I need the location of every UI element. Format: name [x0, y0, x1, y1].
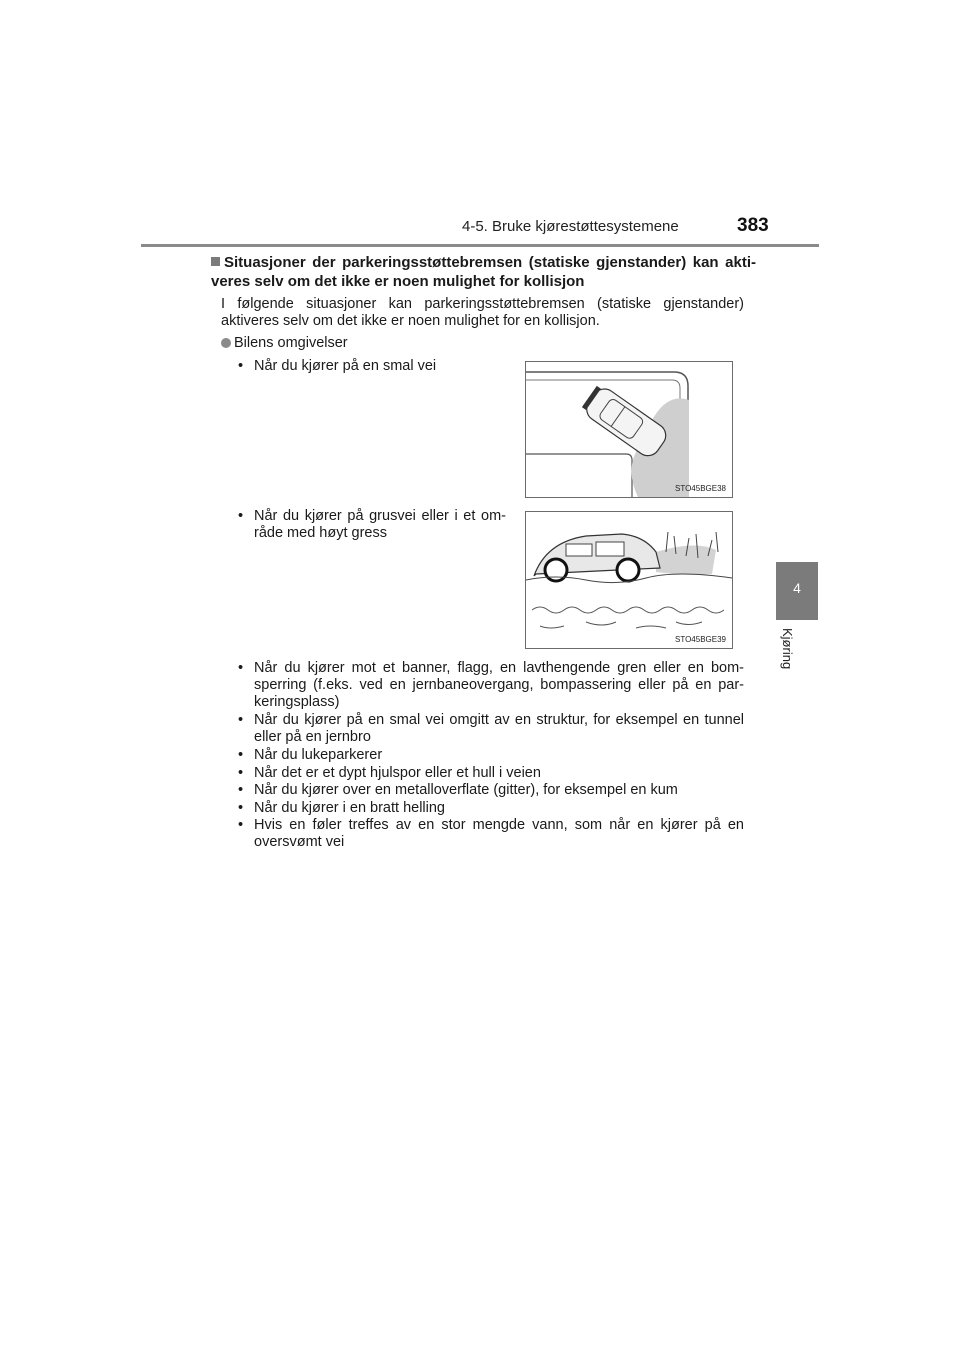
figure-code: STO45BGE39: [675, 635, 726, 644]
bullet-icon: •: [238, 660, 244, 676]
page-number: 383: [737, 215, 769, 236]
list-item-text: Når du lukeparkerer: [254, 747, 383, 763]
bullet-icon: •: [238, 358, 244, 374]
list-item: [238, 765, 744, 782]
list-item-text: Når du kjører over en metalloverflate (gitter), for eksempel en kum: [254, 782, 678, 798]
bullet-icon: •: [238, 817, 244, 833]
list-item-text: Når du kjører på en smal vei: [254, 358, 437, 374]
list-item: [238, 660, 744, 711]
narrow-road-illustration: [525, 361, 733, 498]
gravel-road-drawing: [526, 512, 732, 648]
list-item: [238, 712, 744, 746]
list-item-text: Når du kjører i en bratt helling: [254, 800, 445, 816]
chapter-number: 4: [793, 580, 801, 596]
chapter-label: Kjøring: [780, 628, 795, 670]
circle-bullet-icon: [221, 338, 231, 348]
bullet-icon: •: [238, 712, 244, 728]
bullet-icon: •: [238, 765, 244, 781]
bullet-icon: •: [238, 508, 244, 524]
bullet-icon: •: [238, 747, 244, 763]
gravel-road-illustration: [525, 511, 733, 649]
list-item: [238, 358, 508, 375]
list-item: [238, 782, 744, 799]
section-heading-text: Situasjoner der parkeringsstøttebremsen (statiske gjenstander) kan aktiveres selv om det ikke er noen mulighet for kollisjon: [211, 254, 756, 290]
narrow-road-drawing: [526, 362, 732, 497]
list-item-text: Når du kjører på en smal vei omgitt av en struktur, for eksempel en tunnel eller på en jernbro: [254, 712, 744, 745]
list-item: [238, 817, 744, 851]
section-heading: [211, 253, 756, 291]
list-item: [238, 508, 506, 542]
list-item-text: Når du kjører på grusvei eller i et område med høyt gress: [254, 508, 506, 541]
list-item: [238, 800, 744, 817]
figure-code: STO45BGE38: [675, 484, 726, 493]
subheading-text: Bilens omgivelser: [234, 335, 348, 351]
bullet-icon: •: [238, 782, 244, 798]
list-item-text: Når det er et dypt hjulspor eller et hull i veien: [254, 765, 541, 781]
intro-line: aktiveres selv om det ikke er noen mulighet for en kollisjon.: [221, 313, 600, 329]
header-divider: [141, 244, 819, 247]
intro-line: I følgende situasjoner kan parkeringsstøttebremsen (statiske gjenstander): [221, 296, 744, 312]
chapter-tab: [776, 562, 818, 620]
list-item: [238, 747, 744, 764]
list-item-text: Hvis en føler treffes av en stor mengde vann, som når en kjører på en oversvømt vei: [254, 817, 744, 850]
intro-paragraph: [221, 296, 744, 330]
bullet-icon: •: [238, 800, 244, 816]
running-header-section: 4-5. Bruke kjørestøttesystemene: [462, 218, 679, 235]
square-bullet-icon: [211, 257, 220, 266]
subheading: [221, 335, 348, 351]
list-item-text: Når du kjører mot et banner, flagg, en lavthengende gren eller en bomsperring (f.eks. ved en jernbaneovergang, bompassering eller på en parkeringsplass): [254, 660, 744, 710]
